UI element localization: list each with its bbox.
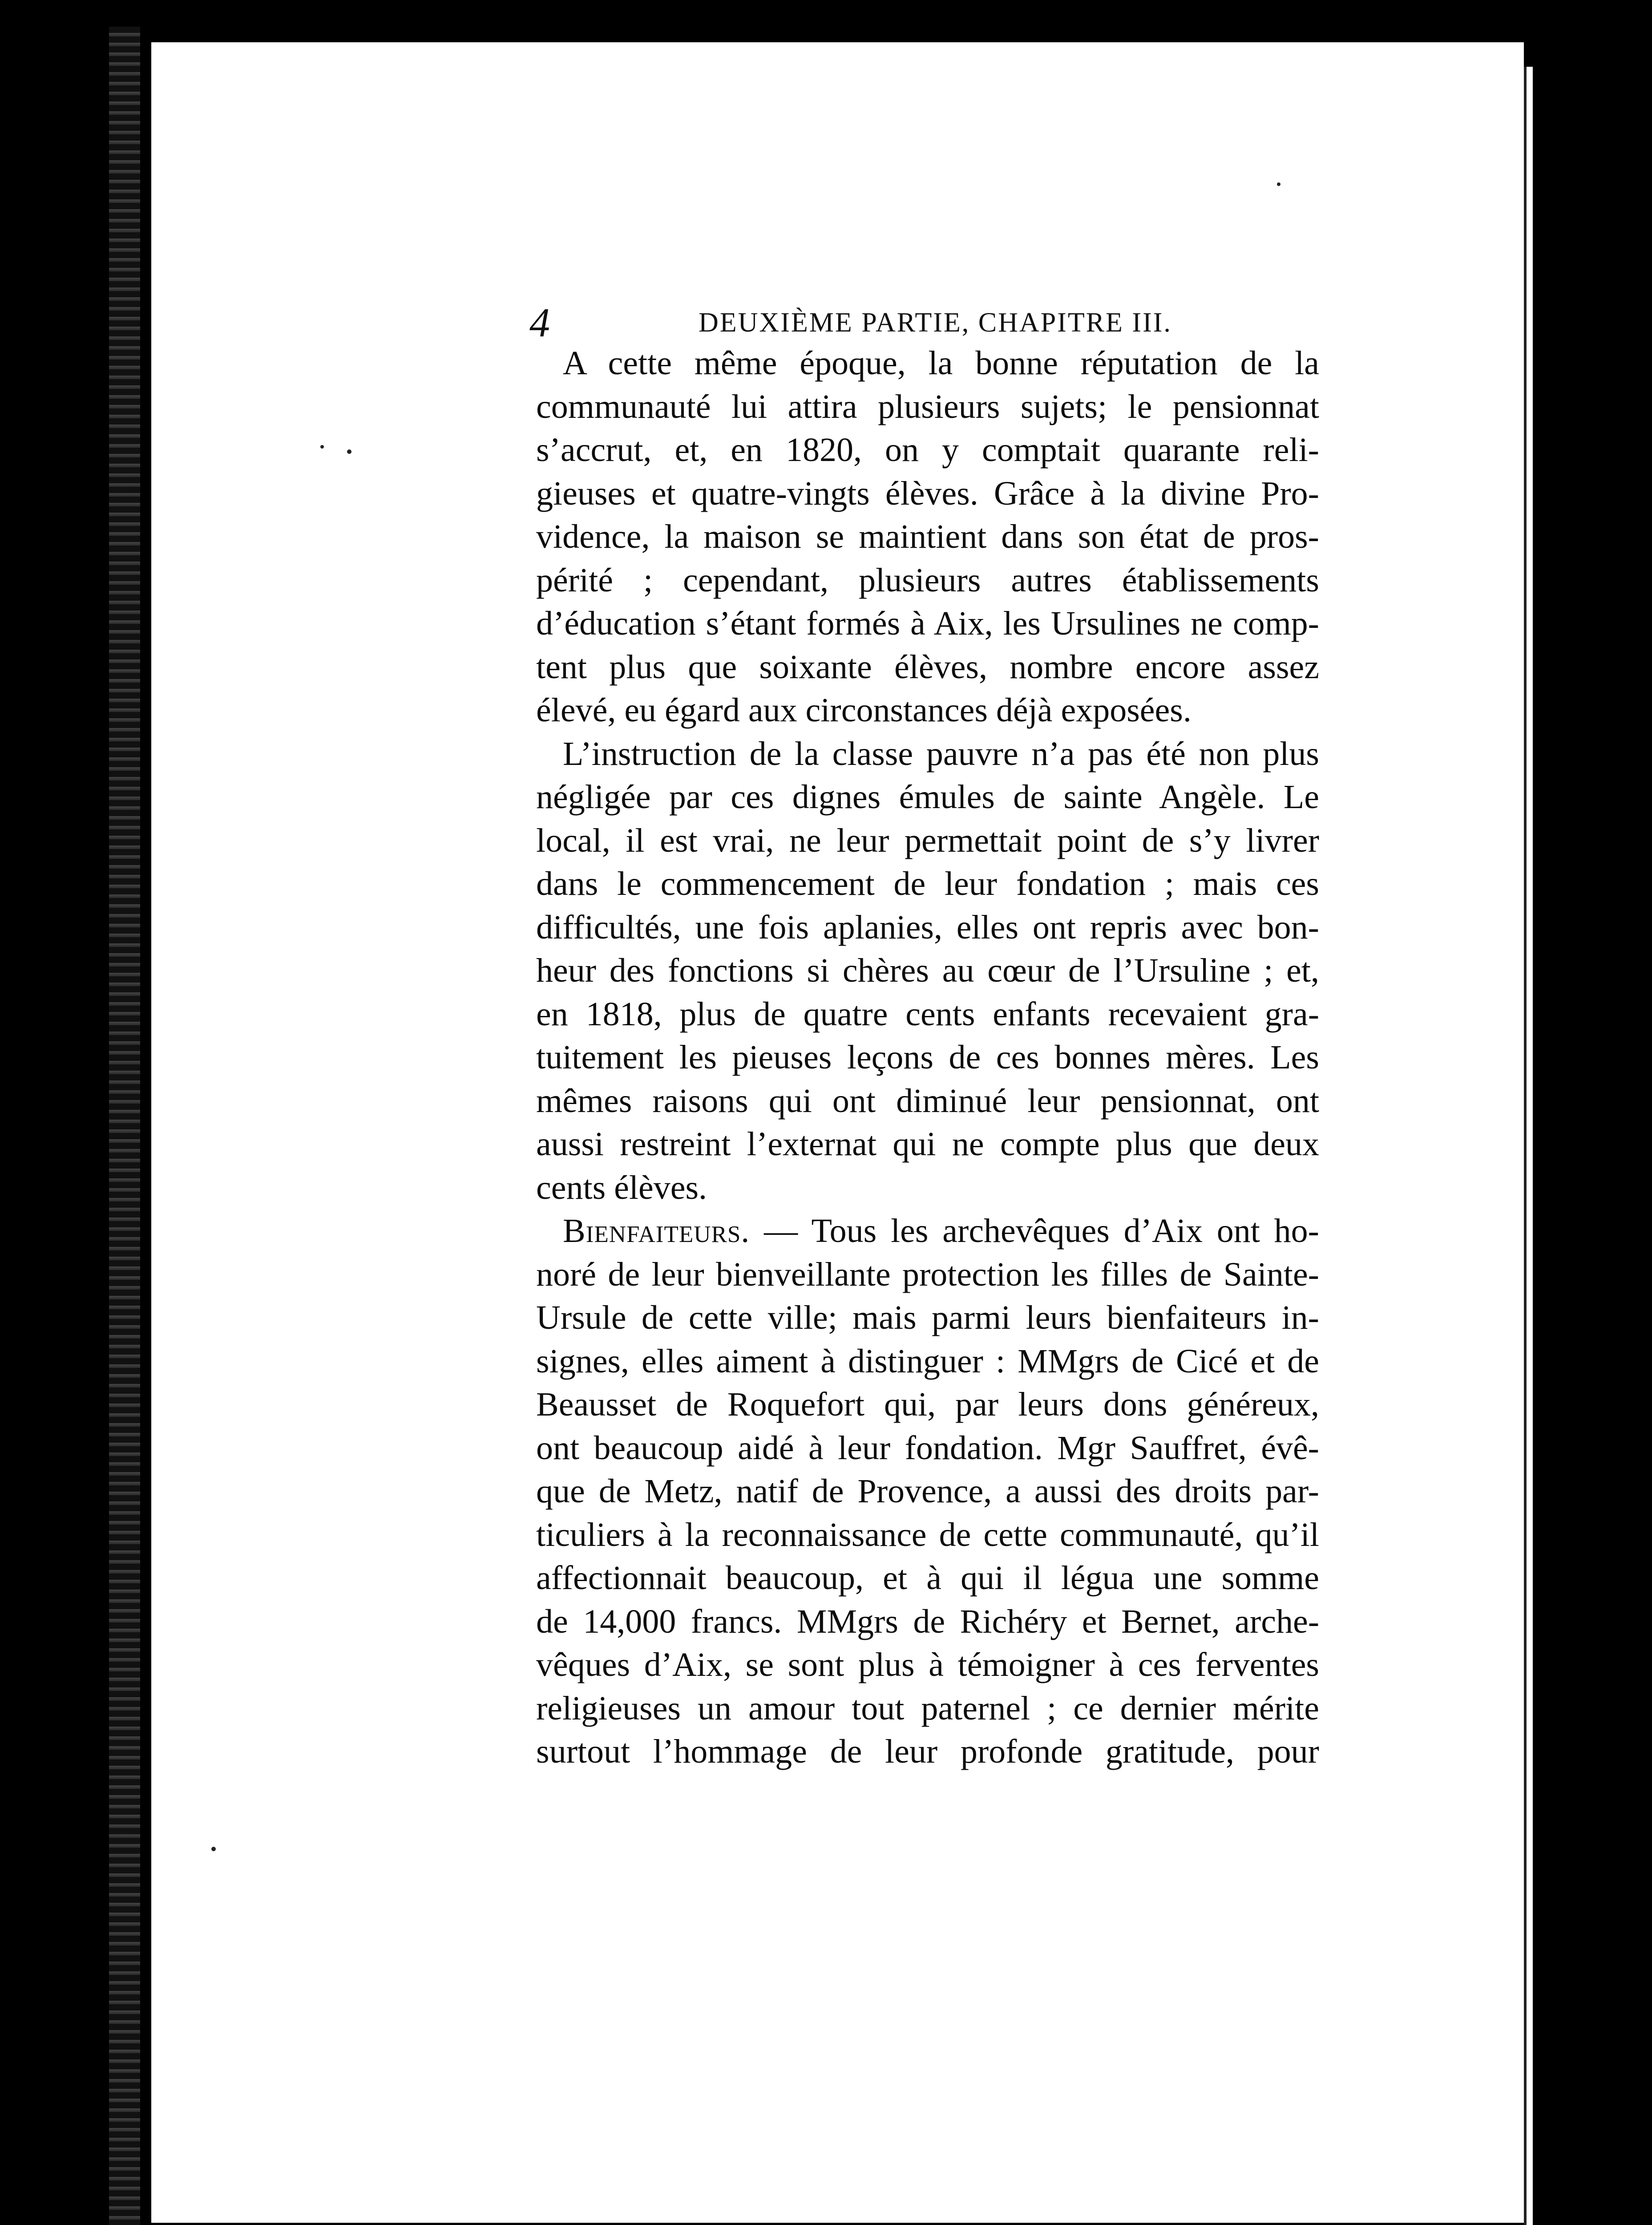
text-line: ticuliers à la reconnaissance de cette communauté, qu’il bbox=[536, 1516, 1319, 1553]
text-line: gieuses et quatre-vingts élèves. Grâce à la divine Pro- bbox=[536, 474, 1319, 512]
text-line: d’éducation s’étant formés à Aix, les Ursulines ne comp- bbox=[536, 605, 1319, 642]
text-line: local, il est vrai, ne leur permettait point de s’y livrer bbox=[536, 821, 1319, 859]
text-line: s’accrut, et, en 1820, on y comptait quarante reli- bbox=[536, 431, 1319, 469]
text-line: mêmes raisons qui ont diminué leur pensionnat, ont bbox=[536, 1082, 1319, 1120]
text-line: Beausset de Roquefort qui, par leurs dons généreux, bbox=[536, 1386, 1319, 1423]
text-line: communauté lui attira plusieurs sujets; le pensionnat bbox=[536, 388, 1319, 425]
text-line: aussi restreint l’externat qui ne compte plus que deux bbox=[536, 1125, 1319, 1163]
text-line: affectionnait beaucoup, et à qui il légua une somme bbox=[536, 1559, 1319, 1597]
paragraph-2 bbox=[536, 732, 1319, 1210]
text-line: L’instruction de la classe pauvre n’a pas été non plus bbox=[563, 735, 1319, 773]
text-line: signes, elles aiment à distinguer : MMgrs de Cicé et de bbox=[536, 1342, 1319, 1380]
text-line: noré de leur bienveillante protection les filles de Sainte- bbox=[536, 1255, 1319, 1293]
paragraph-3 bbox=[536, 1210, 1319, 1774]
scan-speck bbox=[1277, 182, 1280, 186]
text-line: que de Metz, natif de Provence, a aussi des droits par- bbox=[536, 1473, 1319, 1510]
text-line: dans le commencement de leur fondation ; mais ces bbox=[536, 865, 1319, 902]
section-heading: Bienfaiteurs. bbox=[563, 1212, 750, 1250]
scan-speck bbox=[320, 445, 324, 449]
text-line: religieuses un amour tout paternel ; ce dernier mérite bbox=[536, 1689, 1319, 1727]
text-line-continuation: — Tous les archevêques d’Aix ont ho- bbox=[750, 1212, 1319, 1250]
text-line: Ursule de cette ville; mais parmi leurs bienfaiteurs in- bbox=[536, 1299, 1319, 1336]
text-line: tent plus que soixante élèves, nombre encore assez bbox=[536, 648, 1319, 686]
text-line bbox=[536, 1210, 1319, 1253]
text-line: ont beaucoup aidé à leur fondation. Mgr Sauffret, évê- bbox=[536, 1429, 1319, 1467]
scan-speck bbox=[211, 1847, 216, 1851]
body-text bbox=[536, 342, 1319, 1774]
page-number: 4 bbox=[529, 300, 550, 345]
text-line: heur des fonctions si chères au cœur de l’Ursuline ; et, bbox=[536, 952, 1319, 989]
text-line: périté ; cependant, plusieurs autres établissements bbox=[536, 561, 1319, 599]
text-line: surtout l’hommage de leur profonde gratitude, pour bbox=[536, 1733, 1319, 1770]
text-line: A cette même époque, la bonne réputation de la bbox=[563, 344, 1319, 382]
text-line: en 1818, plus de quatre cents enfants recevaient gra- bbox=[536, 995, 1319, 1033]
paragraph-1 bbox=[536, 342, 1319, 732]
text-line: cents élèves. bbox=[536, 1169, 707, 1206]
text-line: négligée par ces dignes émules de sainte Angèle. Le bbox=[536, 778, 1319, 816]
text-line: vidence, la maison se maintient dans son état de pros- bbox=[536, 518, 1319, 555]
text-line: vêques d’Aix, se sont plus à témoigner à ces ferventes bbox=[536, 1646, 1319, 1683]
running-head: DEUXIÈME PARTIE, CHAPITRE III. bbox=[699, 307, 1172, 338]
text-line: tuitement les pieuses leçons de ces bonnes mères. Les bbox=[536, 1039, 1319, 1076]
scan-speck bbox=[347, 449, 351, 454]
binding-edge bbox=[109, 27, 140, 2225]
text-line: de 14,000 francs. MMgrs de Richéry et Bernet, arche- bbox=[536, 1602, 1319, 1640]
right-page-edge bbox=[1524, 67, 1533, 2225]
text-line: élevé, eu égard aux circonstances déjà exposées. bbox=[536, 692, 1192, 729]
page-header bbox=[529, 299, 1428, 345]
text-line: difficultés, une fois aplanies, elles ont repris avec bon- bbox=[536, 908, 1319, 946]
